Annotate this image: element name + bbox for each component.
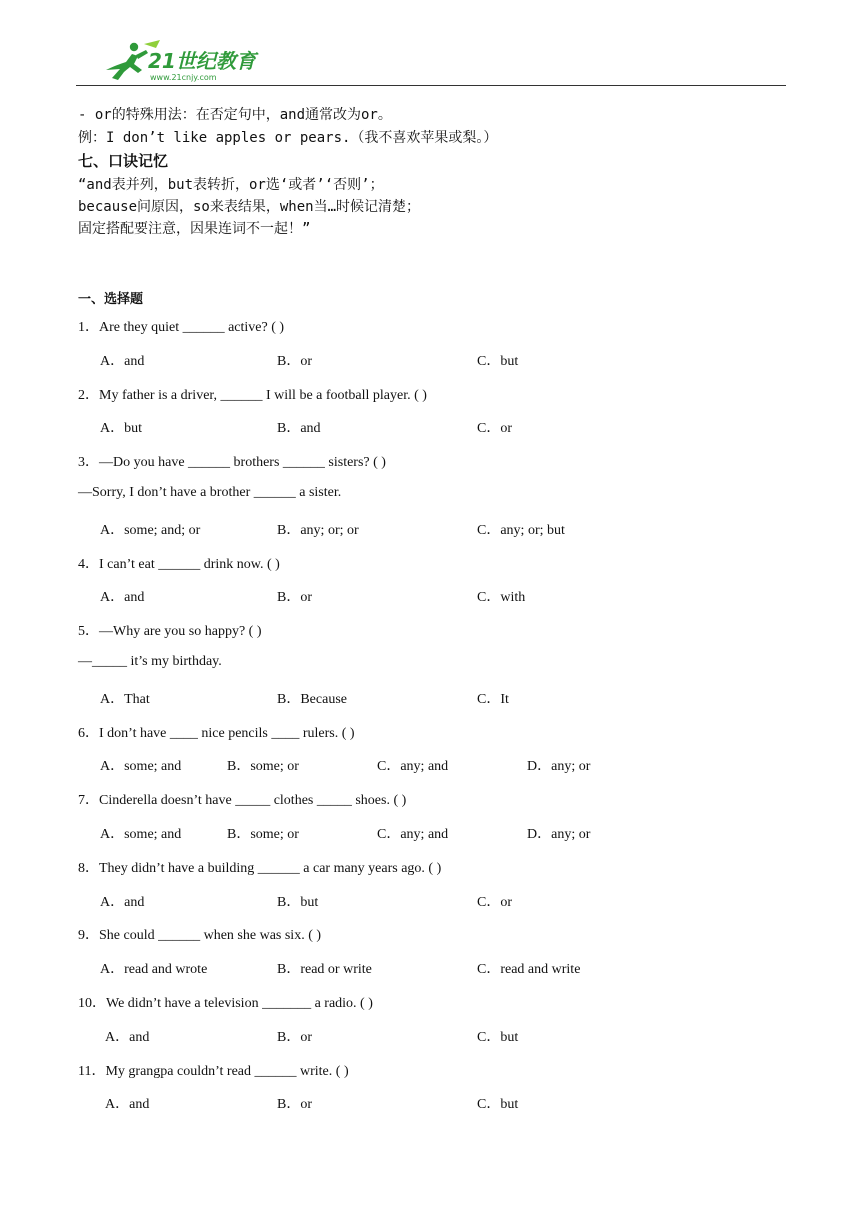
answer-option[interactable]: C．read and write xyxy=(477,962,581,978)
answer-option[interactable]: C．but xyxy=(477,1029,519,1045)
answer-option[interactable]: B．some; or xyxy=(227,827,299,842)
page-header xyxy=(76,38,786,88)
answer-option[interactable]: A．and xyxy=(100,353,145,369)
answer-option[interactable]: B．and xyxy=(277,421,321,437)
answer-option[interactable]: B．read or write xyxy=(277,962,372,978)
answer-option[interactable]: A．some; and xyxy=(100,759,182,775)
answer-option[interactable]: C．or xyxy=(477,421,512,437)
answer-option[interactable]: D．any; or xyxy=(527,827,591,842)
question-stem: 6．I don’t have ____ nice pencils ____ rulers. ( ) xyxy=(78,725,355,741)
answer-option[interactable]: A．and xyxy=(105,1029,150,1045)
answer-option[interactable]: D．any; or xyxy=(527,759,591,775)
answer-option[interactable]: A．and xyxy=(100,590,145,606)
question-followup: —_____ it’s my birthday. xyxy=(78,654,222,669)
question-stem: 3．—Do you have ______ brothers ______ sisters? ( ) xyxy=(78,455,386,471)
svg-text:21世纪教育: 21世纪教育 xyxy=(148,49,256,73)
example-line: 例：I don’t like apples or pears.（我不喜欢苹果或梨。） xyxy=(78,130,498,146)
question-stem: 5．—Why are you so happy? ( ) xyxy=(78,624,262,640)
answer-option[interactable]: A．but xyxy=(100,421,142,437)
question-stem: 7．Cinderella doesn’t have _____ clothes _____ shoes. ( ) xyxy=(78,793,407,809)
svg-text:www.21cnjy.com: www.21cnjy.com xyxy=(150,73,217,82)
answer-option[interactable]: A．That xyxy=(100,691,150,707)
question-stem: 1．Are they quiet ______ active? ( ) xyxy=(78,320,285,335)
answer-option[interactable]: B．some; or xyxy=(227,759,299,775)
answer-option[interactable]: A．some; and; or xyxy=(100,522,201,538)
rhyme-line-2: because问原因，so来表结果，when当…时候记清楚； xyxy=(78,199,421,215)
answer-option[interactable]: C．any; or; but xyxy=(477,522,565,538)
header-rule xyxy=(76,85,786,86)
answer-option[interactable]: B．or xyxy=(277,353,312,369)
answer-option[interactable]: C．or xyxy=(477,894,512,910)
answer-option[interactable]: C．any; and xyxy=(377,827,449,842)
answer-option[interactable]: C．It xyxy=(477,691,509,707)
section-title: 一、选择题 xyxy=(78,292,144,307)
answer-option[interactable]: A．some; and xyxy=(100,827,182,842)
question-stem: 11．My grangpa couldn’t read ______ write. ( ) xyxy=(78,1063,349,1079)
logo-21cnjy xyxy=(100,40,270,84)
answer-option[interactable]: B．any; or; or xyxy=(277,522,359,538)
answer-option[interactable]: C．any; and xyxy=(377,759,449,775)
answer-option[interactable]: B．but xyxy=(277,894,319,910)
question-stem: 9．She could ______ when she was six. ( ) xyxy=(78,928,322,944)
question-stem: 4．I can’t eat ______ drink now. ( ) xyxy=(78,556,280,572)
answer-option[interactable]: A．read and wrote xyxy=(100,962,208,978)
answer-option[interactable]: A．and xyxy=(100,894,145,910)
rhyme-line-1: “and表并列，but表转折，or选‘或者’‘否则’； xyxy=(78,177,384,193)
answer-option[interactable]: B．or xyxy=(277,590,312,606)
question-stem: 2．My father is a driver, ______ I will be a football player. ( ) xyxy=(78,387,427,403)
answer-option[interactable]: C．but xyxy=(477,1097,519,1113)
answer-option[interactable]: B．Because xyxy=(277,691,347,707)
or-usage-note: - or的特殊用法：在否定句中，and通常改为or。 xyxy=(78,107,392,123)
question-followup: —Sorry, I don’t have a brother ______ a sister. xyxy=(78,485,342,500)
answer-option[interactable]: C．but xyxy=(477,353,519,369)
answer-option[interactable]: B．or xyxy=(277,1097,312,1113)
answer-option[interactable]: B．or xyxy=(277,1029,312,1045)
question-stem: 8．They didn’t have a building ______ a car many years ago. ( ) xyxy=(78,860,442,876)
answer-option[interactable]: A．and xyxy=(105,1097,150,1113)
answer-option[interactable]: C．with xyxy=(477,590,526,606)
section-7-heading: 七、口诀记忆 xyxy=(78,152,169,170)
rhyme-line-3: 固定搭配要注意，因果连词不一起！” xyxy=(78,221,311,237)
question-stem: 10．We didn’t have a television _______ a radio. ( ) xyxy=(78,996,373,1011)
